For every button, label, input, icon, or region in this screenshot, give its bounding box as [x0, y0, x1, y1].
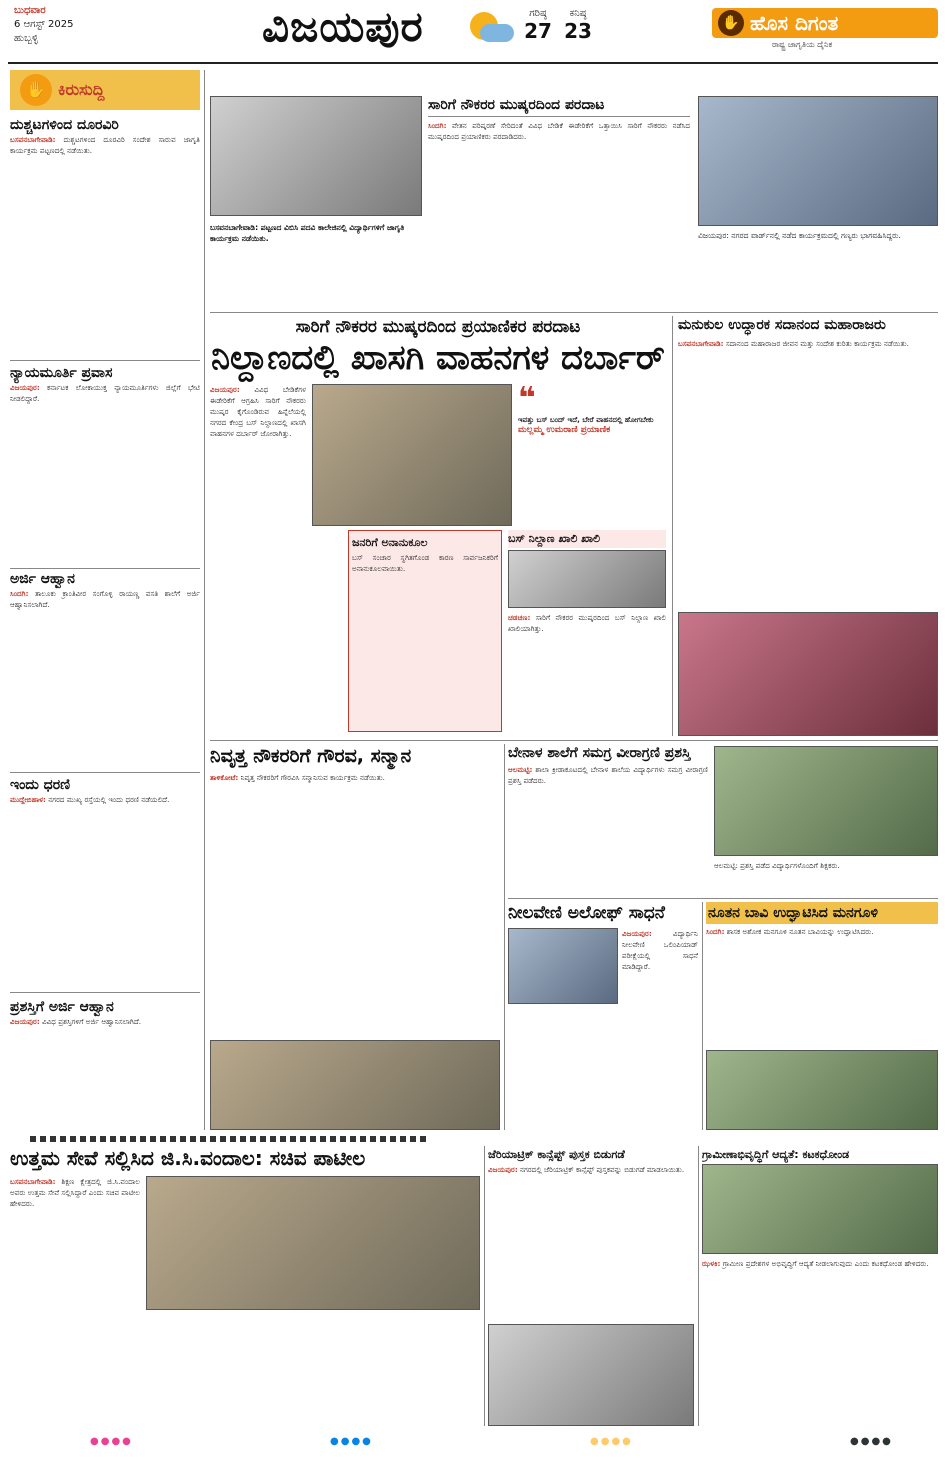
- divider: [10, 992, 200, 993]
- story-body: ಆಲಮಟ್ಟಿ: ಶಾಲಾ ಕ್ರೀಡಾಕೂಟದಲ್ಲಿ ಬೇನಾಳ ಶಾಲೆಯ ವಿದ್ಯಾರ್ಥಿಗಳು ಸಮಗ್ರ ವೀರಾಗ್ರಣಿ ಪ್ರಶಸ್ತಿ ಪಡೆದರು.: [508, 765, 708, 785]
- main-kicker: ಸಾರಿಗೆ ನೌಕರರ ಮುಷ್ಕರದಿಂದ ಪ್ರಯಾಣಿಕರ ಪರದಾಟ: [295, 317, 581, 337]
- story-body: ವಿಜಯಪುರ: ನಗರದಲ್ಲಿ ಜೆರಿಯಾಟ್ರಿಕ್ ಕಾನ್ಸೆಪ್ಟ್ ಪುಸ್ತಕವನ್ನು ಬಿಡುಗಡೆ ಮಾಡಲಾಯಿತು.: [488, 1165, 685, 1174]
- story-body: ಬಸವನಬಾಗೇವಾಡಿ: ಶಿಕ್ಷಣ ಕ್ಷೇತ್ರದಲ್ಲಿ ಜಿ.ಸಿ.ವಂದಾಲ ಅವರು ಉತ್ತಮ ಸೇವೆ ಸಲ್ಲಿಸಿದ್ದಾರೆ ಎಂದು ಸಚಿವ ಪಾಟೀಲ ಹೇಳಿದರು.: [10, 1177, 140, 1208]
- story-body: ಬಸವನಬಾಗೇವಾಡಿ: ಸದಾನಂದ ಮಹಾರಾಜರ ಜೀವನ ಮತ್ತು ಸಂದೇಶ ಕುರಿತು ಕಾರ್ಯಕ್ರಮ ನಡೆಯಿತು.: [678, 339, 909, 348]
- honor-story: [210, 744, 500, 1130]
- kiru-item-text: ಸಿಂದಗಿ: ತಾಲೂಕು ಕ್ರಾಂತಿವೀರ ಸಂಗೊಳ್ಳಿ ರಾಯಣ್ಣ ವಸತಿ ಶಾಲೆಗೆ ಅರ್ಜಿ ಆಹ್ವಾನಿಸಲಾಗಿದೆ.: [10, 589, 200, 609]
- quote-text: ಇವತ್ತು ಬಸ್ ಬಂದ್ ಇದೆ, ಬೇರೆ ವಾಹನದಲ್ಲಿ ಹೋಗಬೇಕು: [518, 415, 654, 424]
- divider: [508, 898, 938, 899]
- strike-brief-story: [428, 96, 690, 308]
- story-title: ಗ್ರಾಮೀಣಾಭಿವೃದ್ಧಿಗೆ ಆದ್ಯತೆ: ಕಟಕಧೋಂಡ: [702, 1148, 850, 1161]
- story-body: ವಿಜಯಪುರ: ವಿದ್ಯಾರ್ಥಿನಿ ನೀಲವೇಣಿ ಒಲಿಂಪಿಯಾಡ್ ಪರೀಕ್ಷೆಯಲ್ಲಿ ಸಾಧನೆ ಮಾಡಿದ್ದಾರೆ.: [622, 929, 698, 971]
- column-divider: [702, 902, 703, 1130]
- empty-stand-photo: [508, 550, 666, 608]
- registration-dots: ●●●●: [90, 1436, 133, 1447]
- kiru-header: [10, 70, 200, 110]
- rural-photo: [702, 1164, 938, 1254]
- divider: [210, 740, 938, 741]
- honor-photo: [210, 1040, 500, 1130]
- kiru-item-text: ವಿಜಯಪುರ: ಕರ್ನಾಟಕ ಲೋಕಾಯುಕ್ತ ನ್ಯಾಯಮೂರ್ತಿಗಳು ಜಿಲ್ಲೆಗೆ ಭೇಟಿ ನೀಡಲಿದ್ದಾರೆ.: [10, 383, 200, 403]
- book-release-story: [488, 1146, 694, 1426]
- cloud-icon: [480, 24, 514, 42]
- info-box: [348, 530, 502, 732]
- sports-story: [508, 744, 938, 894]
- box-text: ಬಸ್ ಸಂಚಾರ ಸ್ಥಗಿತಗೊಂಡ ಕಾರಣ ಸಾರ್ವಜನಿಕರಿಗೆ ಅನಾನುಕೂಲವಾಯಿತು.: [352, 553, 498, 573]
- story-title: ಜೆರಿಯಾಟ್ರಿಕ್ ಕಾನ್ಸೆಪ್ಟ್ ಪುಸ್ತಕ ಬಿಡುಗಡೆ: [488, 1148, 625, 1161]
- story-title: ನೂತನ ಬಾವಿ ಉದ್ಘಾಟಿಸಿದ ಮನಗೂಳಿ: [706, 902, 938, 924]
- kiru-item: [10, 116, 200, 316]
- kiru-item-title: ನ್ಯಾಯಮೂರ್ತಿ ಪ್ರವಾಸ: [10, 365, 113, 381]
- story-body: ಝಳಕಿ: ಗ್ರಾಮೀಣ ಪ್ರದೇಶಗಳ ಅಭಿವೃದ್ಧಿಗೆ ಆದ್ಯತೆ ನೀಡಲಾಗುವುದು ಎಂದು ಕಟಕಧೋಂಡ ಹೇಳಿದರು.: [702, 1259, 929, 1268]
- story-title: ಬಸ್ ನಿಲ್ದಾಣ ಖಾಲಿ ಖಾಲಿ: [508, 530, 666, 548]
- ward-photo: [698, 96, 938, 226]
- divider: [428, 116, 690, 117]
- event-photo: [210, 96, 422, 216]
- story-title: ಉತ್ತಮ ಸೇವೆ ಸಲ್ಲಿಸಿದ ಜಿ.ಸಿ.ವಂದಾಲ: ಸಚಿವ ಪಾಟೀಲ: [10, 1146, 366, 1170]
- kiru-label: ಕಿರುಸುದ್ದಿ: [58, 80, 105, 99]
- main-story: [210, 316, 666, 736]
- rural-story: [702, 1146, 938, 1426]
- photo-caption: ಬಸವನಬಾಗೇವಾಡಿ: ಪಟ್ಟಣದ ವಿಬಿಸಿ ಪದವಿ ಕಾಲೇಜಿನಲ್ಲಿ ವಿದ್ಯಾರ್ಥಿಗಳಿಗೆ ಜಾಗೃತಿ ಕಾರ್ಯಕ್ರಮ ನಡೆಯಿತು.: [210, 223, 405, 243]
- book-release-photo: [488, 1324, 694, 1426]
- kiru-item: [10, 776, 200, 976]
- kiru-item: [10, 364, 200, 504]
- sadananda-story: [678, 316, 938, 736]
- well-story: [706, 902, 938, 1130]
- story-body: ಚಡಚಣ: ಸಾರಿಗೆ ನೌಕರರ ಮುಷ್ಕರದಿಂದ ಬಸ್ ನಿಲ್ದಾಣ ಖಾಲಿ ಖಾಲಿಯಾಗಿತ್ತು.: [508, 613, 666, 633]
- divider: [10, 360, 200, 361]
- story-body: ವಿಜಯಪುರ: ವಿವಿಧ ಬೇಡಿಕೆಗಳ ಈಡೇರಿಕೆಗೆ ಆಗ್ರಹಿಸಿ ಸಾರಿಗೆ ನೌಕರರು ಮುಷ್ಕರ ಕೈಗೊಂಡಿರುವ ಹಿನ್ನೆಲೆಯಲ್ಲಿ ನಗರದ ಕೇಂದ್ರ ಬಸ್ ನಿಲ್ದಾಣದಲ್ಲಿ ಖಾಸಗಿ ವಾಹನಗಳ ದರ್ಬಾರ್ ಜೋರಾಗಿತ್ತು.: [210, 385, 306, 438]
- bus-stand-photo: [312, 384, 512, 526]
- main-headline: ನಿಲ್ದಾಣದಲ್ಲಿ ಖಾಸಗಿ ವಾಹನಗಳ ದರ್ಬಾರ್: [211, 338, 665, 378]
- date-block: [14, 4, 124, 60]
- divider: [10, 568, 200, 569]
- quote-block: [518, 384, 666, 526]
- vandala-story: [10, 1146, 480, 1426]
- quote-icon: ❝: [518, 384, 536, 416]
- sports-photo: [714, 746, 938, 856]
- story-body: ಸಿಂದಗಿ: ವೇತನ ಪರಿಷ್ಕರಣೆ ಸೇರಿದಂತೆ ವಿವಿಧ ಬೇಡಿಕೆ ಈಡೇರಿಕೆಗೆ ಒತ್ತಾಯಿಸಿ ಸಾರಿಗೆ ನೌಕರರು ನಡೆಸಿದ ಮುಷ್ಕರದಿಂದ ಪ್ರಯಾಣಿಕರು ಪರದಾಡಿದರು.: [428, 121, 690, 141]
- column-divider: [672, 316, 673, 736]
- masthead-rule: [8, 62, 938, 64]
- kiru-item-title: ಪ್ರಶಸ್ತಿಗೆ ಅರ್ಜಿ ಆಹ್ವಾನ: [10, 999, 114, 1015]
- story-title: ಸಾರಿಗೆ ನೌಕರರ ಮುಷ್ಕರದಿಂದ ಪರದಾಟ: [428, 97, 605, 113]
- divider: [10, 772, 200, 773]
- kiru-item: [10, 570, 200, 770]
- kiru-column: [10, 70, 200, 1130]
- story-title: ನೀಲವೇಣಿ ಅಲೋಫ್ ಸಾಧನೆ: [508, 903, 665, 923]
- kiru-item-text: ಬಸವನಬಾಗೇವಾಡಿ: ದುಶ್ಚಟಗಳಿಂದ ದೂರವಿರಿ ಸಂದೇಶ ಸಾರುವ ಜಾಗೃತಿ ಕಾರ್ಯಕ್ರಮ ಪಟ್ಟಣದಲ್ಲಿ ನಡೆಯಿತು.: [10, 135, 200, 155]
- story-body: ತಾಳಿಕೋಟೆ: ನಿವೃತ್ತ ನೌಕರರಿಗೆ ಗೌರವಿಸಿ ಸನ್ಮಾನಿಸುವ ಕಾರ್ಯಕ್ರಮ ನಡೆಯಿತು.: [210, 773, 385, 782]
- kiru-item-title: ಅರ್ಜಿ ಆಹ್ವಾನ: [10, 571, 75, 587]
- story-title: ಬೇನಾಳ ಶಾಲೆಗೆ ಸಮಗ್ರ ವೀರಾಗ್ರಣಿ ಪ್ರಶಸ್ತಿ: [508, 745, 691, 761]
- column-divider: [204, 70, 205, 1130]
- lamp-lighting-photo: [146, 1176, 480, 1310]
- date-label: 6 ಆಗಸ್ಟ್ 2025: [14, 19, 74, 30]
- photo-caption: ವಿಜಯಪುರ: ನಗರದ ವಾರ್ಡ್‌ನಲ್ಲಿ ನಡೆದ ಕಾರ್ಯಕ್ರಮದಲ್ಲಿ ಗಣ್ಯರು ಭಾಗವಹಿಸಿದ್ದರು.: [698, 231, 901, 240]
- kiru-item-title: ದುಶ್ಚಟಗಳಿಂದ ದೂರವಿರಿ: [10, 117, 119, 133]
- brand-logo-block: [712, 4, 938, 60]
- column-divider: [698, 1146, 699, 1426]
- divider: [210, 312, 938, 313]
- registration-dots: ●●●●: [330, 1436, 373, 1447]
- max-temp: ಗರಿಷ್ಠ 27: [524, 8, 552, 43]
- kiru-item-title: ಇಂದು ಧರಣಿ: [10, 777, 71, 793]
- empty-stand-story: [508, 530, 666, 732]
- kiru-item: [10, 998, 200, 1128]
- box-title: ಜನರಿಗೆ ಅನಾನುಕೂಲ: [352, 536, 428, 549]
- olympiad-story: [508, 902, 698, 1130]
- story-title: ನಿವೃತ್ತ ನೌಕರರಿಗೆ ಗೌರವ, ಸನ್ಮಾನ: [210, 745, 412, 767]
- decor-stripe: [30, 1136, 430, 1142]
- story-title: ಮನುಕುಲ ಉದ್ಧಾರಕ ಸದಾನಂದ ಮಹಾರಾಜರು: [678, 317, 886, 333]
- city-label: ಹುಬ್ಬಳ್ಳಿ: [14, 33, 39, 44]
- day-label: ಬುಧವಾರ: [14, 5, 46, 16]
- edition-title: ವಿಜಯಪುರ: [262, 2, 424, 51]
- kiru-item-text: ವಿಜಯಪುರ: ವಿವಿಧ ಪ್ರಶಸ್ತಿಗಳಿಗೆ ಅರ್ಜಿ ಆಹ್ವಾನಿಸಲಾಗಿದೆ.: [10, 1017, 142, 1026]
- ceremony-photo: [678, 612, 938, 736]
- brand-name: ಹೊಸ ದಿಗಂತ: [750, 11, 839, 35]
- well-photo: [706, 1050, 938, 1130]
- column-divider: [504, 744, 505, 1130]
- photo-caption: ಆಲಮಟ್ಟಿ: ಪ್ರಶಸ್ತಿ ಪಡೆದ ವಿದ್ಯಾರ್ಥಿಗಳೊಂದಿಗೆ ಶಿಕ್ಷಕರು.: [714, 861, 840, 870]
- weather-widget: [470, 6, 600, 50]
- min-temp: ಕನಿಷ್ಠ 23: [564, 8, 592, 43]
- hand-icon: ✋: [20, 74, 52, 106]
- kiru-item-text: ಮುದ್ದೇಬಿಹಾಳ: ನಗರದ ಮುಖ್ಯ ರಸ್ತೆಯಲ್ಲಿ ಇಂದು ಧರಣಿ ನಡೆಯಲಿದೆ.: [10, 795, 170, 804]
- quote-author: ಮಲ್ಲಮ್ಮ ಉಮರಾಣಿ ಪ್ರಯಾಣಿಕ: [518, 425, 611, 435]
- column-divider: [484, 1146, 485, 1426]
- story-body: ಸಿಂದಗಿ: ಶಾಸಕ ಅಶೋಕ ಮನಗೂಳಿ ನೂತನ ಬಾವಿಯನ್ನು ಉದ್ಘಾಟಿಸಿದರು.: [706, 927, 874, 936]
- registration-dots: ●●●●: [850, 1436, 893, 1447]
- registration-dots: ●●●●: [590, 1436, 633, 1447]
- brand-emblem-icon: ✋: [718, 10, 744, 36]
- student-photo: [508, 928, 618, 1004]
- brand-tagline: ರಾಷ್ಟ್ರ ಜಾಗೃತಿಯ ದೈನಿಕ: [772, 40, 833, 49]
